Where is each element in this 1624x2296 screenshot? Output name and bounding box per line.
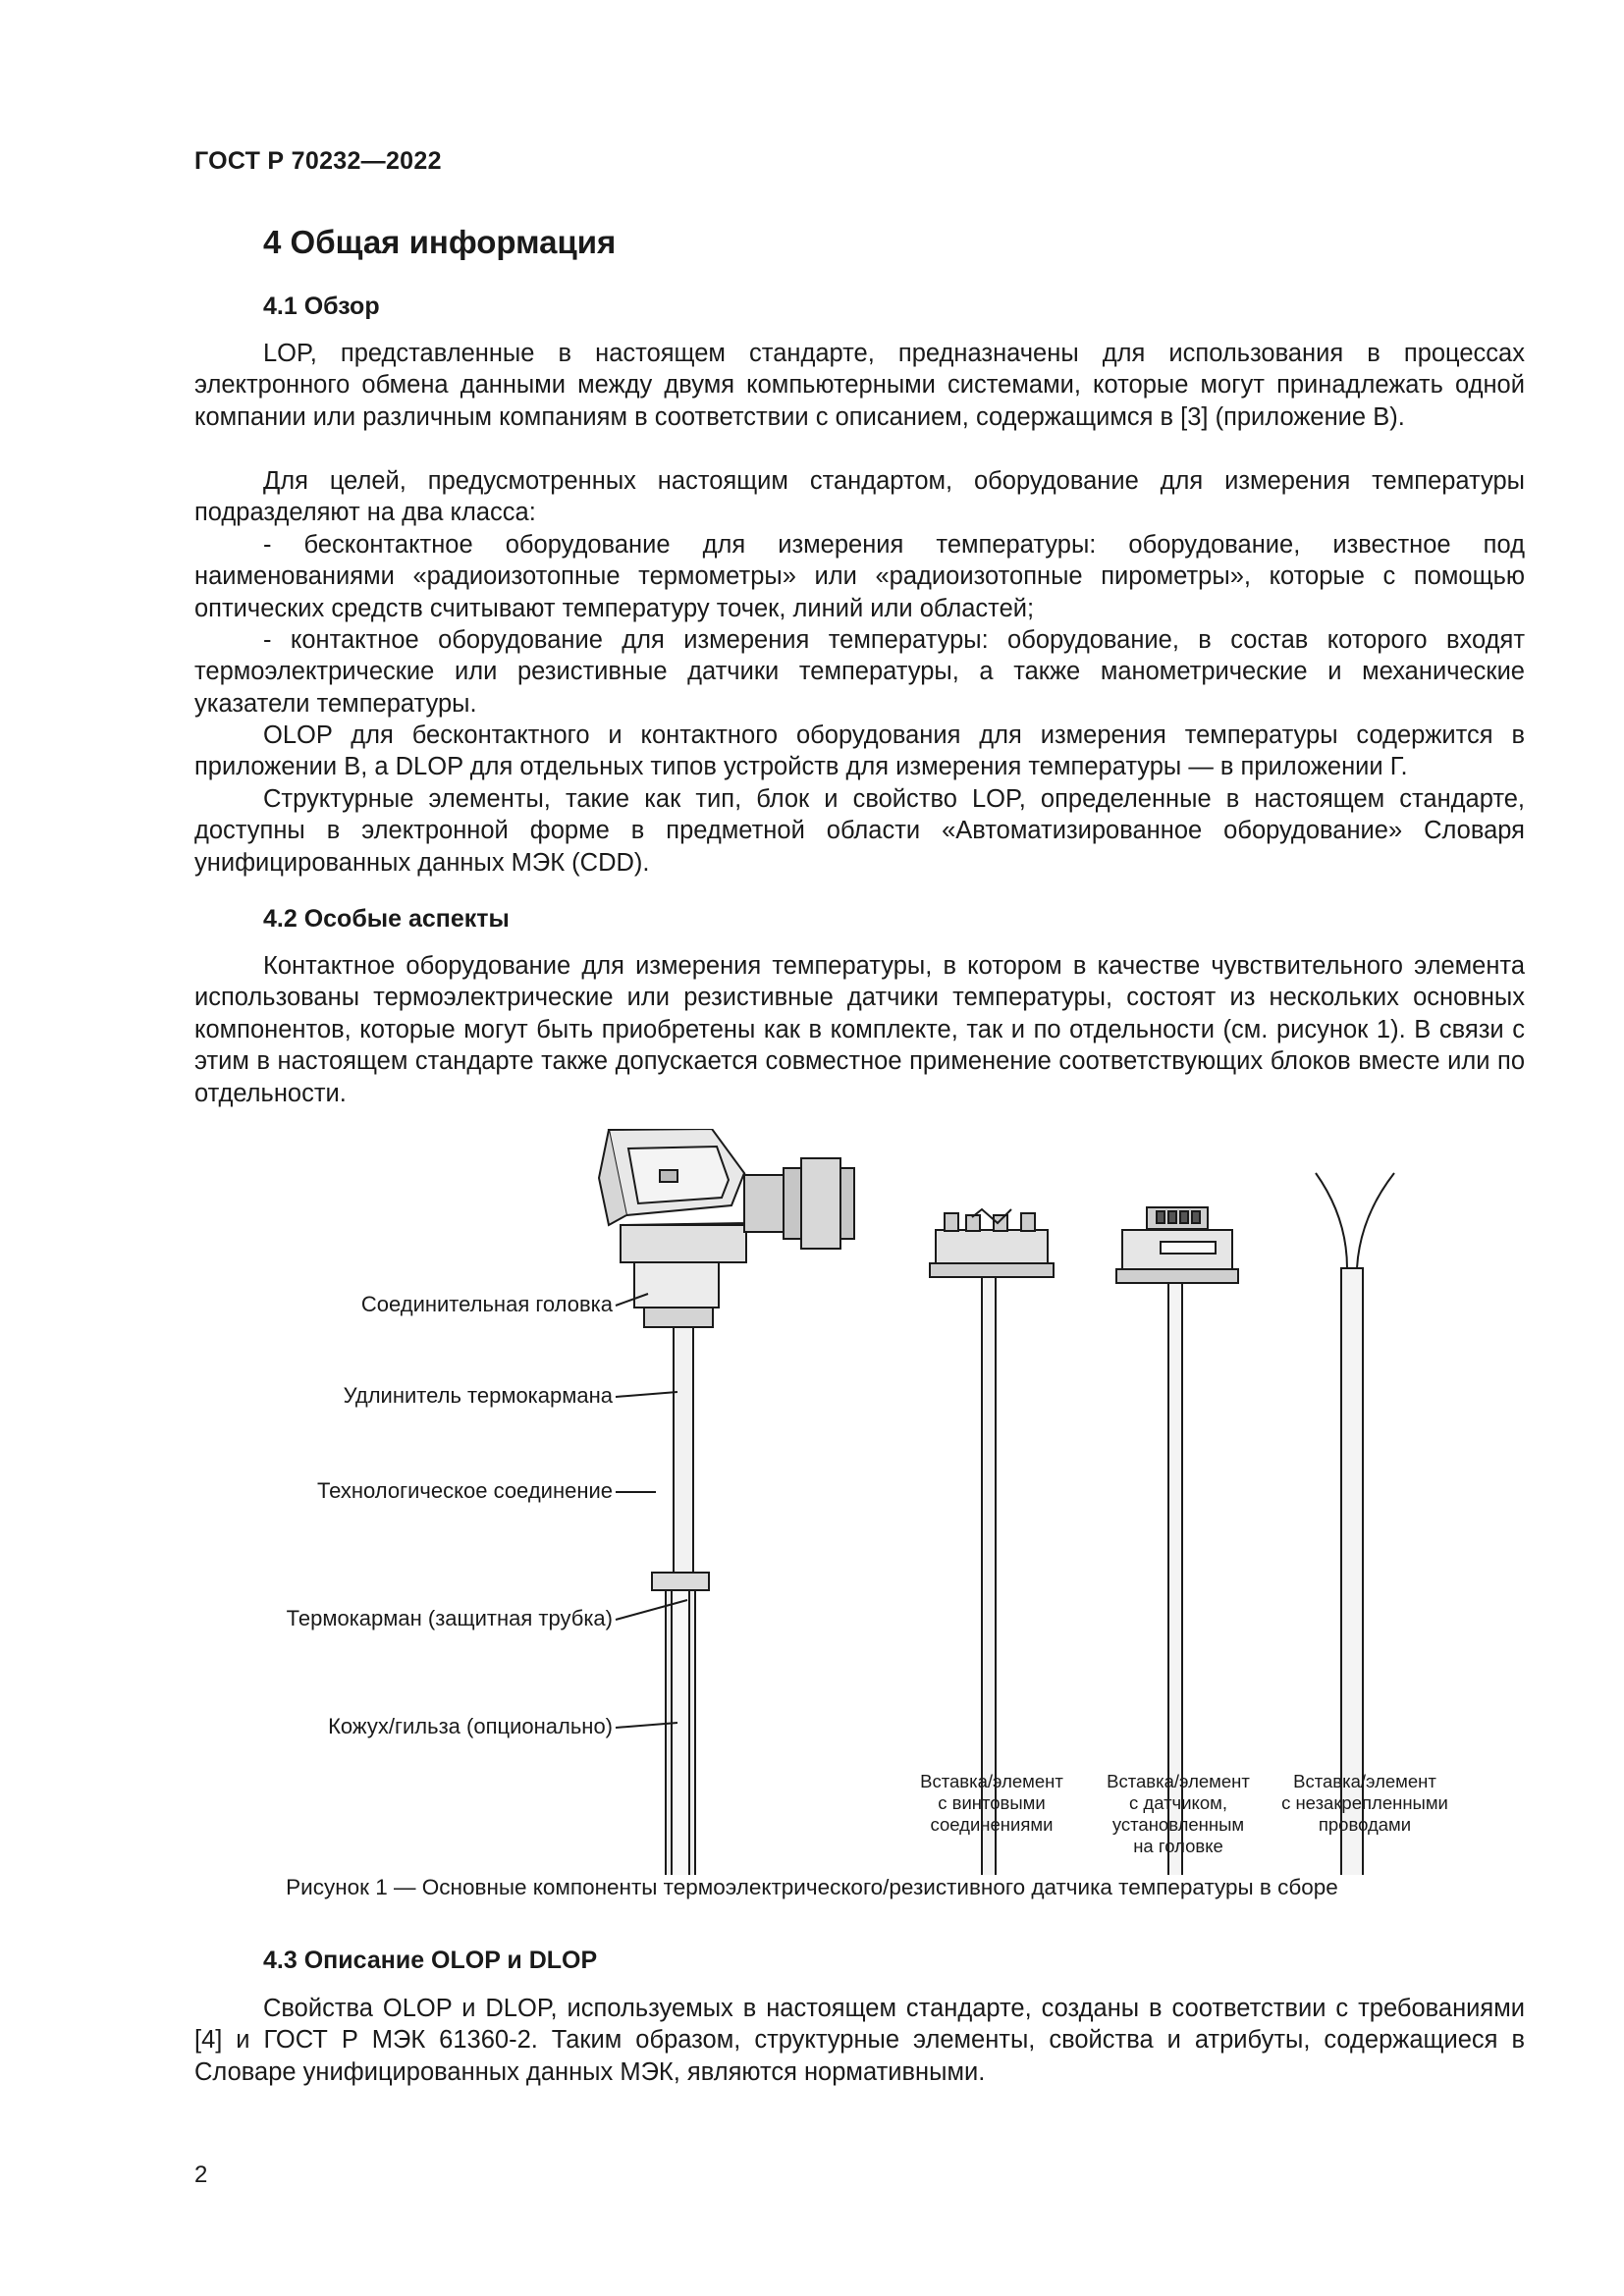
figure-1 xyxy=(0,1129,1624,1875)
process-connection-drawing xyxy=(652,1573,709,1590)
section-4-2-title: 4.2 Особые аспекты xyxy=(263,905,510,933)
figure-1-drawing xyxy=(0,1129,1624,1875)
caption-insert-transmitter: Вставка/элемент с датчиком, установленным на головке xyxy=(1107,1771,1250,1856)
label-thermowell: Термокарман (защитная трубка) xyxy=(286,1606,613,1630)
paragraph-4-1-olop: OLOP для бесконтактного и контактного оборудования для измерения температуры содержится в приложении В, а DLOP для отдельных типов устройств для измерения температуры — в приложении Г. xyxy=(194,721,1525,781)
thermowell-extension-drawing xyxy=(674,1327,693,1577)
section-4-3-title: 4.3 Описание OLOP и DLOP xyxy=(263,1947,598,1974)
caption-insert-screw: Вставка/элемент с винтовыми соединениями xyxy=(920,1771,1063,1835)
paragraph-4-3-description: Свойства OLOP и DLOP, используемых в настоящем стандарте, созданы в соответствии с требованиями [4] и ГОСТ Р МЭК 61360-2. Таким образом, структурные элементы, свойства и атрибуты, содержащиеся в Словаре унифицированных данных МЭК, являются нормативными. xyxy=(194,1995,1525,2086)
paragraph-4-1-noncontact: - бесконтактное оборудование для измерения температуры: оборудование, известное под наименованиями «радиоизотопные термометры» или «радиоизотопные пирометры», которые с помощью оптических средств считывают температуру точек, линий или областей; xyxy=(194,531,1525,622)
figure-1-caption: Рисунок 1 — Основные компоненты термоэлектрического/резистивного датчика температуры в сборе xyxy=(286,1875,1338,1899)
section-4-1-title: 4.1 Обзор xyxy=(263,293,380,320)
document-header-id: ГОСТ Р 70232—2022 xyxy=(194,147,442,175)
label-process-connection: Технологическое соединение xyxy=(316,1478,613,1503)
section-4-title: 4 Общая информация xyxy=(263,224,617,260)
paragraph-4-2-aspects: Контактное оборудование для измерения температуры, в котором в качестве чувствительного элемента использованы термоэлектрические или резистивные датчики температуры, состоят из нескольких основных компонентов, которые могут быть приобретены как в комплекте, так и по отдельности (см. рисунок 1). В связи с этим в настоящем стандарте также допускается совместное применение соответствующих блоков вместе или по отдельности. xyxy=(194,952,1525,1107)
paragraph-4-1-structure: Структурные элементы, такие как тип, блок и свойство LOP, определенные в настоящем стандарте, доступны в электронной форме в предметной области «Автоматизированное оборудование» Словаря унифицированных данных МЭК (CDD). xyxy=(194,785,1525,877)
page-number: 2 xyxy=(194,2162,208,2188)
paragraph-4-1-classes: Для целей, предусмотренных настоящим стандартом, оборудование для измерения температуры подразделяют на два класса: xyxy=(194,467,1525,527)
insert-wires-drawing xyxy=(1316,1173,1394,1875)
paragraph-4-1-overview: LOP, представленные в настоящем стандарте, предназначены для использования в процессах электронного обмена данными между двумя компьютерными системами, которые могут принадлежать одной компании или различным компаниям в соответствии с описанием, содержащимся в [3] (приложение В). xyxy=(194,340,1525,431)
label-thermowell-extension: Удлинитель термокармана xyxy=(343,1383,613,1408)
label-sleeve: Кожух/гильза (опционально) xyxy=(328,1714,613,1738)
paragraph-4-1-contact: - контактное оборудование для измерения температуры: оборудование, в состав которого входят термоэлектрические или резистивные датчики температуры, а также манометрические и механические указатели температуры. xyxy=(194,626,1525,718)
label-connection-head: Соединительная головка xyxy=(360,1292,613,1316)
caption-insert-wires: Вставка/элемент с незакрепленными проводами xyxy=(1281,1771,1448,1835)
